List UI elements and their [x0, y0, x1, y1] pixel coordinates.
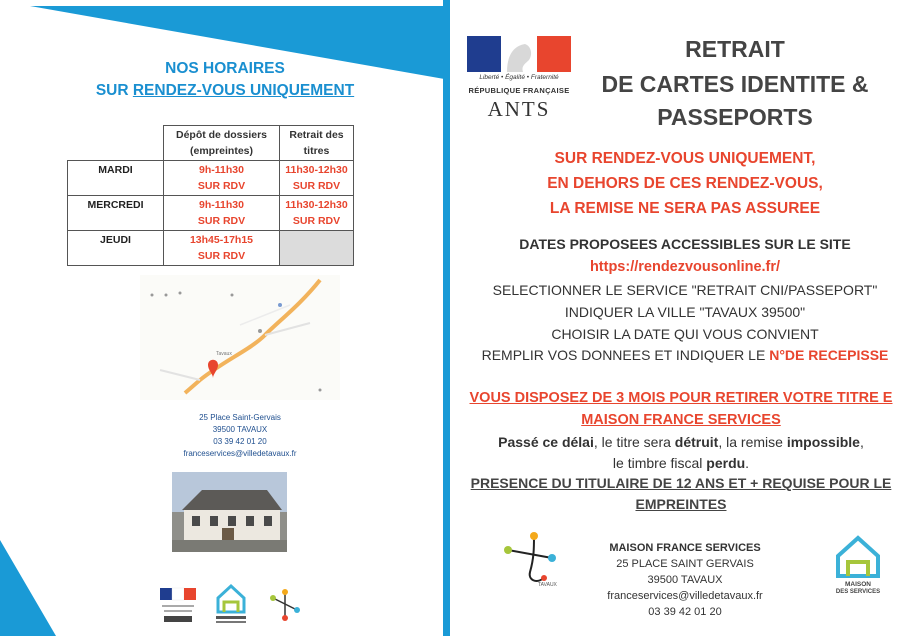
city-step: INDIQUER LA VILLE "TAVAUX 39500" [564, 304, 806, 320]
blue-edge-decoration [443, 0, 450, 636]
schedule-row-jeudi [68, 231, 354, 266]
booking-url-link[interactable]: https://rendezvousonline.fr/ [589, 259, 781, 275]
tavaux-logo-label: TAVAUX [538, 582, 557, 588]
presence-requirement-1: PRESENCE DU TITULAIRE DE 12 ANS ET + REQUISE POUR LE [470, 475, 892, 491]
deposit-cell: 13h45-17h15 SUR RDV [164, 231, 280, 266]
location-map [140, 275, 340, 400]
blue-corner-decoration-bottom [0, 540, 56, 636]
fill-data-step: REMPLIR VOS DONNEES ET INDIQUER LE N°DE RECEPISSE [481, 347, 889, 363]
select-service-step: SELECTIONNER LE SERVICE "RETRAIT CNI/PASSEPORT" [492, 282, 878, 298]
tavaux-logo-small [265, 584, 305, 628]
footer-org-name: MAISON FRANCE SERVICES [609, 542, 761, 554]
schedule-header-row [68, 126, 354, 161]
ants-republic: RÉPUBLIQUE FRANÇAISE [468, 86, 570, 95]
schedule-row-mercredi [68, 196, 354, 231]
pickup-cell: 11h30-12h30 SUR RDV [280, 196, 354, 231]
map-label: Tavaux [216, 351, 232, 357]
header-pickup: Retrait des titres [280, 126, 354, 161]
day-cell: MERCREDI [68, 196, 164, 231]
ants-name: ANTS [487, 97, 551, 121]
day-cell: JEUDI [68, 231, 164, 266]
appointment-warning-1: SUR RENDEZ-VOUS UNIQUEMENT, [554, 150, 816, 167]
ants-motto: Liberté • Égalité • Fraternité [479, 74, 559, 81]
main-title-line2: DE CARTES IDENTITE & [601, 71, 869, 97]
marianne-flag-icon [467, 36, 571, 72]
left-address-block: 25 Place Saint-Gervais 39500 TAVAUX 03 39 42 01 20 franceservices@villedetavaux.fr [150, 412, 330, 460]
header-deposit: Dépôt de dossiers (empreintes) [164, 126, 280, 161]
schedule-table [67, 125, 354, 266]
ants-logo-small [158, 584, 198, 628]
deposit-cell: 9h-11h30 SUR RDV [164, 161, 280, 196]
pickup-cell-empty [280, 231, 354, 266]
presence-requirement-2: EMPREINTES [635, 496, 727, 512]
deadline-notice-1: VOUS DISPOSEZ DE 3 MOIS POUR RETIRER VOTRE TITRE E [469, 390, 893, 406]
main-title-line1: RETRAIT [685, 36, 785, 62]
footer-email-link[interactable]: franceservices@villedetavaux.fr [607, 590, 763, 602]
tavaux-logo [500, 528, 562, 590]
date-step: CHOISIR LA DATE QUI VOUS CONVIENT [551, 326, 819, 342]
consequence-line-2: le timbre fiscal perdu. [612, 455, 750, 471]
hours-title: NOS HORAIRES [165, 60, 285, 77]
consequence-line-1: Passé ce délai, le titre sera détruit, la remise impossible, [498, 434, 864, 450]
building-photo [172, 472, 287, 552]
dates-info: DATES PROPOSEES ACCESSIBLES SUR LE SITE [519, 236, 851, 252]
deposit-cell: 9h-11h30 SUR RDV [164, 196, 280, 231]
footer-address-block: MAISON FRANCE SERVICES 25 PLACE SAINT GERVAIS 39500 TAVAUX franceservices@villedetavaux.fr 03 39 42 01 20 [585, 540, 785, 620]
day-cell: MARDI [68, 161, 164, 196]
hours-subtitle: SUR RENDEZ-VOUS UNIQUEMENT [95, 82, 355, 99]
mfs-label-1: MAISON [845, 581, 871, 588]
deadline-notice-2: MAISON FRANCE SERVICES [581, 412, 781, 428]
main-title-line3: PASSEPORTS [657, 104, 813, 130]
mfs-label-2: DES SERVICES [835, 589, 881, 595]
pickup-cell: 11h30-12h30 SUR RDV [280, 161, 354, 196]
left-email-link[interactable]: franceservices@villedetavaux.fr [183, 449, 297, 458]
footer-phone: 03 39 42 01 20 [648, 606, 722, 618]
receipt-number-highlight: N°DE RECEPISSE [769, 347, 889, 363]
schedule-row-mardi [68, 161, 354, 196]
appointment-warning-3: LA REMISE NE SERA PAS ASSUREE [549, 200, 821, 217]
appointment-warning-2: EN DEHORS DE CES RENDEZ-VOUS, [547, 175, 823, 192]
maison-services-logo [828, 528, 888, 596]
maison-services-logo-small [212, 578, 250, 626]
